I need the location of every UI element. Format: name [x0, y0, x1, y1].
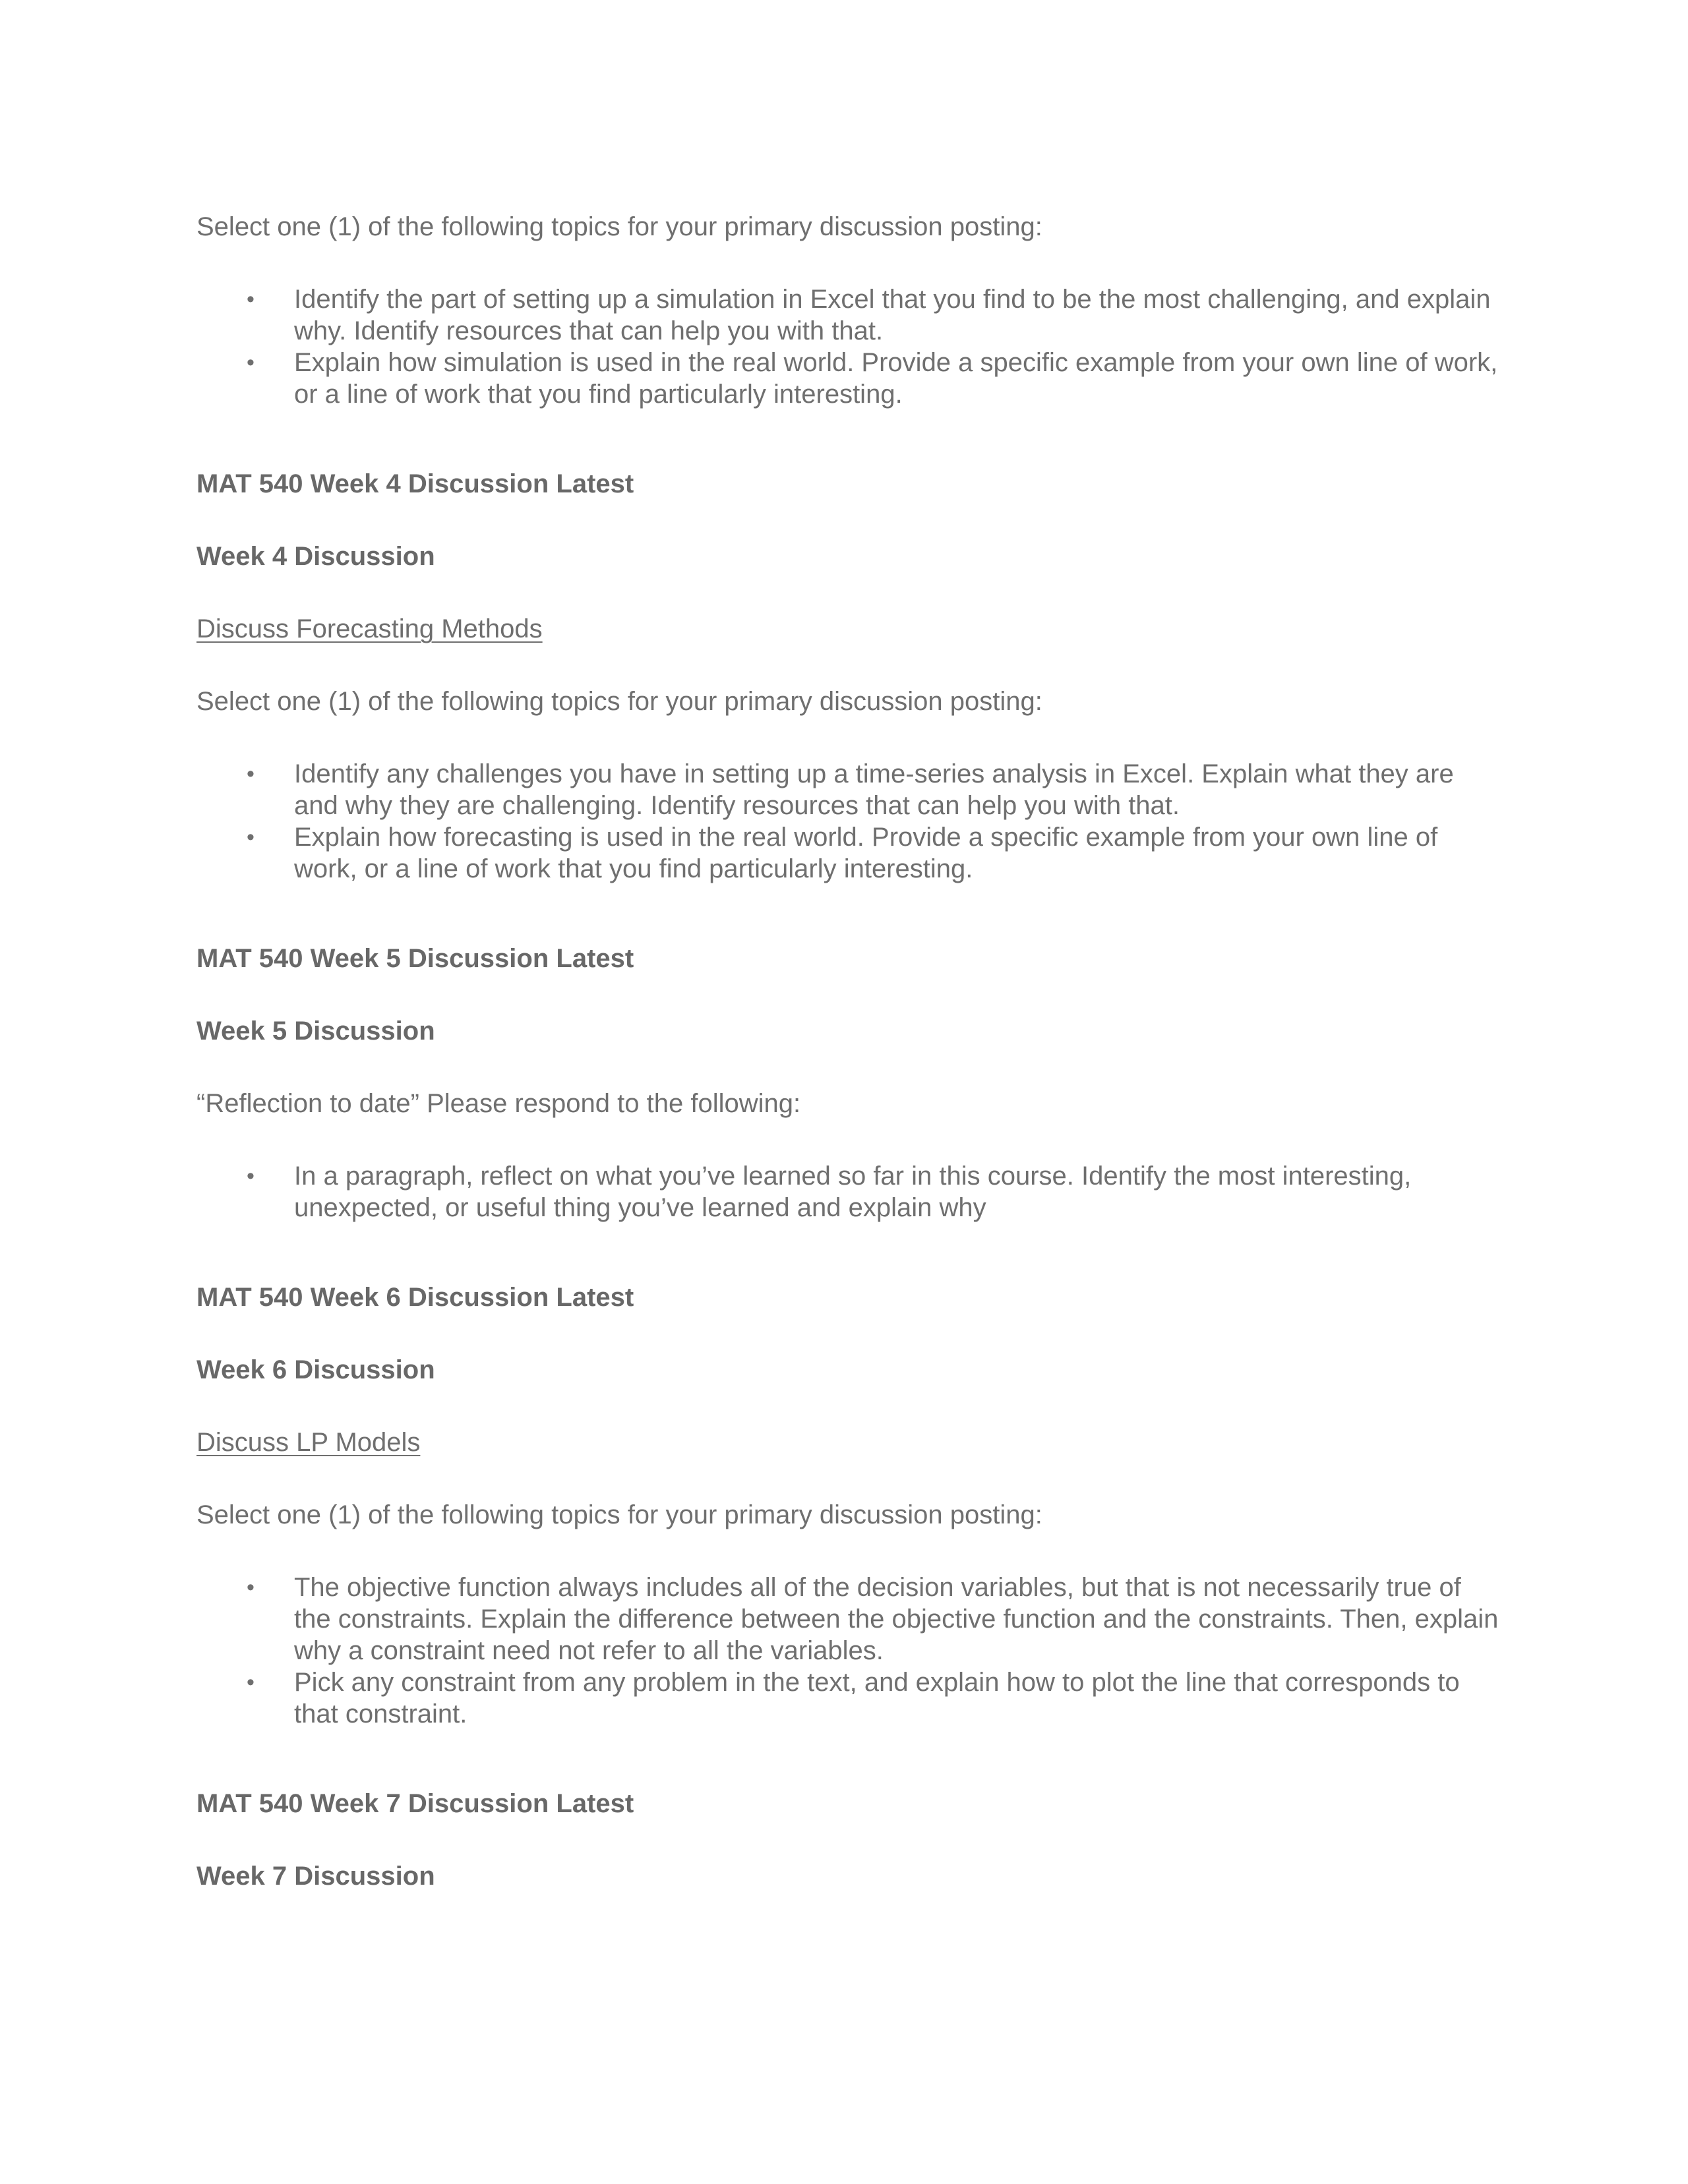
list-item — [196, 821, 1502, 885]
bullet-icon: • — [247, 1575, 255, 1600]
week4-course-title: MAT 540 Week 4 Discussion Latest — [196, 469, 634, 498]
week6-bullet-list — [196, 1572, 1502, 1730]
week5-heading: Week 5 Discussion — [196, 1017, 435, 1046]
bullet-icon: • — [247, 1164, 255, 1189]
list-item — [196, 1667, 1502, 1730]
week5-bullet-list — [196, 1160, 1502, 1224]
list-item — [196, 283, 1502, 347]
bullet-icon: • — [247, 825, 255, 850]
week6-course-title: MAT 540 Week 6 Discussion Latest — [196, 1283, 634, 1312]
list-item — [196, 347, 1502, 410]
week4-topic-link[interactable]: Discuss Forecasting Methods — [196, 614, 543, 643]
list-item-text: The objective function always includes all of the decision variables, but that is not necessarily true of the constraints. Explain the difference between the objective function and the constraints. Then, explain why a constraint need not refer to all the variables. — [294, 1573, 1499, 1665]
bullet-icon: • — [247, 761, 255, 786]
list-item-text: Pick any constraint from any problem in the text, and explain how to plot the line that corresponds to that constraint. — [294, 1668, 1460, 1728]
week6-heading: Week 6 Discussion — [196, 1355, 435, 1384]
list-item — [196, 1160, 1502, 1224]
list-item-text: Identify any challenges you have in setting up a time-series analysis in Excel. Explain what they are and why they are challenging. Identify resources that can help you with that. — [294, 759, 1454, 820]
list-item-text: Explain how forecasting is used in the real world. Provide a specific example from your own line of work, or a line of work that you find particularly interesting. — [294, 823, 1438, 883]
week5-intro: “Reflection to date” Please respond to the following: — [196, 1089, 801, 1118]
list-item — [196, 1572, 1502, 1667]
bullet-icon: • — [247, 350, 255, 375]
week7-course-title: MAT 540 Week 7 Discussion Latest — [196, 1789, 634, 1818]
section1-bullet-list — [196, 283, 1502, 410]
bullet-icon: • — [247, 287, 255, 312]
week4-heading: Week 4 Discussion — [196, 542, 435, 571]
week6-topic-link[interactable]: Discuss LP Models — [196, 1428, 421, 1457]
list-item — [196, 758, 1502, 821]
section1-intro: Select one (1) of the following topics for your primary discussion posting: — [196, 212, 1042, 241]
bullet-icon: • — [247, 1670, 255, 1695]
week6-intro: Select one (1) of the following topics for your primary discussion posting: — [196, 1500, 1042, 1529]
list-item-text: In a paragraph, reflect on what you’ve learned so far in this course. Identify the most interesting, unexpected, or useful thing you’ve learned and explain why — [294, 1162, 1412, 1222]
document-page — [196, 211, 1502, 1892]
list-item-text: Explain how simulation is used in the real world. Provide a specific example from your own line of work, or a line of work that you find particularly interesting. — [294, 348, 1498, 409]
week5-course-title: MAT 540 Week 5 Discussion Latest — [196, 944, 634, 973]
week4-bullet-list — [196, 758, 1502, 885]
list-item-text: Identify the part of setting up a simulation in Excel that you find to be the most challenging, and explain why. Identify resources that can help you with that. — [294, 285, 1491, 345]
week7-heading: Week 7 Discussion — [196, 1862, 435, 1891]
week4-intro: Select one (1) of the following topics for your primary discussion posting: — [196, 687, 1042, 716]
